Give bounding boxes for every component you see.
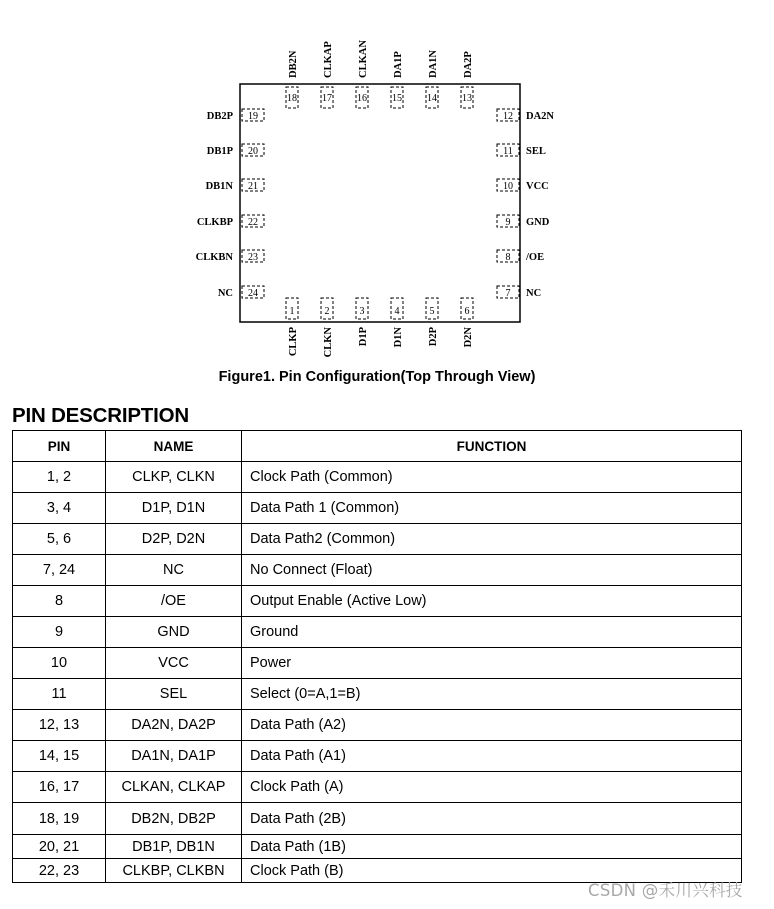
pin-label: CLKAN: [358, 40, 369, 78]
table-row: [13, 835, 742, 859]
cell-pin: 8: [13, 586, 106, 617]
table-row: [13, 741, 742, 772]
cell-name: SEL: [106, 679, 242, 710]
pin-label: DB2N: [288, 50, 299, 78]
cell-function: Output Enable (Active Low): [242, 586, 742, 617]
pin-label: CLKN: [323, 327, 334, 358]
cell-function: Power: [242, 648, 742, 679]
cell-pin: 18, 19: [13, 803, 106, 835]
table-row: [13, 586, 742, 617]
cell-name: CLKBP, CLKBN: [106, 859, 242, 883]
pin-label: SEL: [526, 146, 546, 157]
pad-number: 19: [248, 111, 258, 122]
pin-label: NC: [217, 288, 233, 299]
pad-number: 23: [248, 252, 258, 263]
header-pin: PIN: [13, 431, 106, 462]
table-row: [13, 555, 742, 586]
table-row: [13, 462, 742, 493]
pin-label: D2P: [428, 327, 439, 347]
cell-function: Data Path (A2): [242, 710, 742, 741]
figure-caption: Figure1. Pin Configuration(Top Through View): [218, 369, 536, 385]
pin-label: NC: [526, 288, 542, 299]
pin-label: DB2P: [206, 111, 233, 122]
pin-label: CLKBP: [196, 217, 233, 228]
cell-name: DB2N, DB2P: [106, 803, 242, 835]
cell-function: Data Path (1B): [242, 835, 742, 859]
pad-number: 14: [427, 93, 437, 104]
cell-pin: 22, 23: [13, 859, 106, 883]
header-name: NAME: [106, 431, 242, 462]
pin-configuration-diagram: [0, 0, 774, 400]
pad-number: 18: [287, 93, 297, 104]
pad-number: 17: [322, 93, 332, 104]
cell-pin: 11: [13, 679, 106, 710]
cell-function: Clock Path (B): [242, 859, 742, 883]
pad-number: 10: [503, 181, 513, 192]
pin-label: CLKBN: [195, 252, 233, 263]
pad-number: 15: [392, 93, 402, 104]
chip-package-outline: [240, 84, 520, 322]
pin-label: VCC: [526, 181, 549, 192]
pin-label: DA2P: [463, 51, 474, 78]
pad-number: 9: [505, 217, 511, 228]
cell-pin: 10: [13, 648, 106, 679]
table-row: [13, 648, 742, 679]
pin-label: DB1P: [206, 146, 233, 157]
pin-label: DB1N: [205, 181, 233, 192]
table-row: [13, 524, 742, 555]
pad-number: 16: [357, 93, 367, 104]
cell-function: Clock Path (Common): [242, 462, 742, 493]
pad-number: 21: [248, 181, 258, 192]
cell-pin: 3, 4: [13, 493, 106, 524]
table-row: [13, 803, 742, 835]
pad-number: 5: [429, 306, 435, 317]
table-row: [13, 493, 742, 524]
cell-function: Data Path (A1): [242, 741, 742, 772]
pad-number: 12: [503, 111, 513, 122]
header-function: FUNCTION: [242, 431, 742, 462]
pin-label: /OE: [526, 252, 545, 263]
pad-number: 7: [505, 288, 511, 299]
pad-number: 22: [248, 217, 258, 228]
cell-pin: 5, 6: [13, 524, 106, 555]
cell-pin: 9: [13, 617, 106, 648]
cell-pin: 7, 24: [13, 555, 106, 586]
pad-number: 6: [464, 306, 470, 317]
pin-label: D1P: [358, 327, 369, 347]
pin-label: CLKP: [288, 327, 299, 357]
cell-name: CLKP, CLKN: [106, 462, 242, 493]
pad-number: 24: [248, 288, 258, 299]
cell-function: No Connect (Float): [242, 555, 742, 586]
cell-name: DA1N, DA1P: [106, 741, 242, 772]
pin-label: DA1N: [428, 50, 439, 78]
pin-label: CLKAP: [323, 41, 334, 78]
cell-function: Select (0=A,1=B): [242, 679, 742, 710]
cell-name: DA2N, DA2P: [106, 710, 242, 741]
cell-pin: 1, 2: [13, 462, 106, 493]
table-row: [13, 710, 742, 741]
pad-number: 8: [505, 252, 511, 263]
cell-function: Clock Path (A): [242, 772, 742, 803]
pad-number: 13: [462, 93, 472, 104]
pad-number: 1: [289, 306, 295, 317]
table-header-row: [13, 431, 742, 462]
pad-number: 4: [394, 306, 400, 317]
cell-name: D2P, D2N: [106, 524, 242, 555]
table-row: [13, 679, 742, 710]
cell-name: CLKAN, CLKAP: [106, 772, 242, 803]
cell-function: Data Path2 (Common): [242, 524, 742, 555]
cell-name: GND: [106, 617, 242, 648]
section-heading: PIN DESCRIPTION: [12, 404, 189, 427]
cell-function: Ground: [242, 617, 742, 648]
pad-number: 2: [324, 306, 330, 317]
cell-pin: 12, 13: [13, 710, 106, 741]
table-row: [13, 772, 742, 803]
cell-function: Data Path (2B): [242, 803, 742, 835]
pad-number: 3: [359, 306, 365, 317]
cell-name: /OE: [106, 586, 242, 617]
pad-number: 11: [503, 146, 513, 157]
pad-number: 20: [248, 146, 258, 157]
pin-label: D1N: [393, 327, 404, 348]
cell-name: VCC: [106, 648, 242, 679]
pin-label: GND: [526, 217, 550, 228]
cell-name: D1P, D1N: [106, 493, 242, 524]
watermark: CSDN @禾川兴科技: [588, 881, 743, 900]
cell-name: DB1P, DB1N: [106, 835, 242, 859]
cell-pin: 16, 17: [13, 772, 106, 803]
table-row: [13, 617, 742, 648]
pin-label: D2N: [463, 327, 474, 348]
cell-pin: 14, 15: [13, 741, 106, 772]
pin-label: DA2N: [526, 111, 554, 122]
cell-pin: 20, 21: [13, 835, 106, 859]
cell-function: Data Path 1 (Common): [242, 493, 742, 524]
cell-name: NC: [106, 555, 242, 586]
pin-description-table: [12, 430, 742, 883]
pin-label: DA1P: [393, 51, 404, 78]
